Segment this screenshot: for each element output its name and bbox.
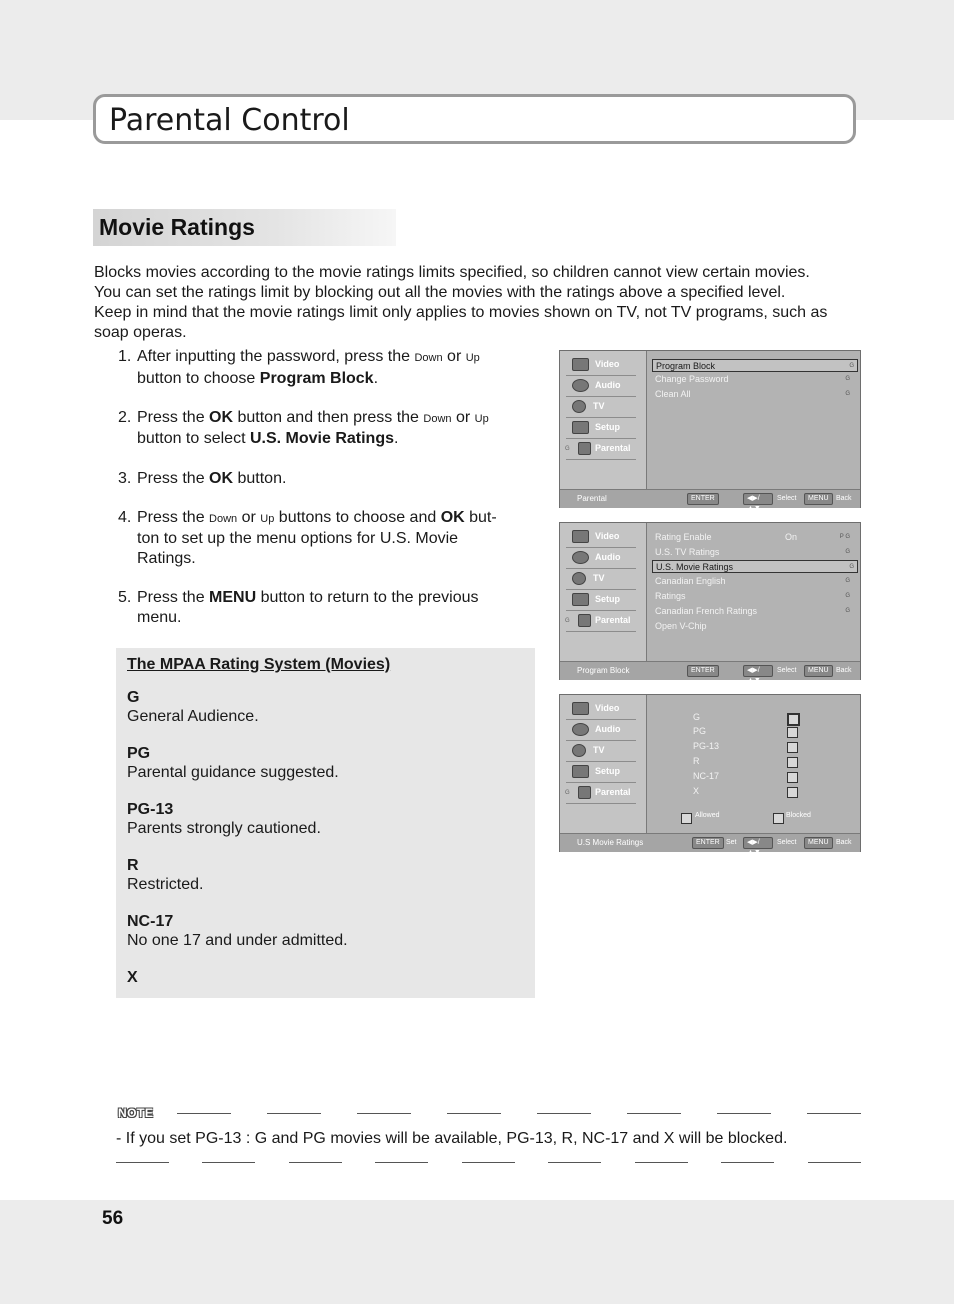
note-divider bbox=[202, 1162, 255, 1163]
rating-code: R bbox=[127, 857, 139, 874]
side-mark: G bbox=[565, 790, 570, 796]
step-text: menu. bbox=[137, 608, 182, 626]
rating-label: NC-17 bbox=[693, 771, 720, 781]
step-text: button. bbox=[233, 469, 287, 487]
menu-button[interactable]: MENU bbox=[804, 837, 833, 849]
rating-checkbox[interactable] bbox=[787, 742, 798, 753]
menu-row-program-block[interactable] bbox=[652, 359, 858, 372]
note-divider bbox=[177, 1113, 231, 1114]
blocked-lock-icon bbox=[773, 813, 784, 824]
tv-menu-parental[interactable] bbox=[566, 611, 636, 632]
menu-row-ratings[interactable] bbox=[655, 590, 853, 603]
tv-status-bar bbox=[560, 833, 860, 856]
note-divider bbox=[721, 1162, 774, 1163]
up-key: Up bbox=[465, 352, 480, 364]
menu-row-us-tv-ratings[interactable] bbox=[655, 546, 853, 559]
step-text: . bbox=[373, 369, 379, 387]
section-heading bbox=[93, 209, 396, 246]
mpaa-rating-box bbox=[116, 648, 535, 998]
rating-label: PG bbox=[693, 726, 707, 736]
rating-label: G bbox=[693, 712, 701, 722]
tv-menu-tv[interactable] bbox=[566, 569, 636, 590]
menu-button[interactable]: MENU bbox=[804, 665, 833, 677]
rating-row-x[interactable] bbox=[693, 786, 833, 800]
rating-checkbox[interactable] bbox=[787, 772, 798, 783]
menu-key: MENU bbox=[209, 589, 257, 607]
row-label: Ratings bbox=[655, 591, 686, 601]
menu-row-rating-enable[interactable] bbox=[655, 531, 853, 544]
menu-label: Parental bbox=[595, 443, 631, 453]
rating-entry bbox=[127, 912, 348, 950]
step-text: ton to set up the menu options for U.S. Movie bbox=[137, 530, 459, 548]
bar-title: U.S Movie Ratings bbox=[577, 838, 644, 847]
note-divider bbox=[357, 1113, 411, 1114]
rating-checkbox[interactable] bbox=[787, 757, 798, 768]
nav-arrows-icon: ◀▶/▲▼ bbox=[743, 493, 773, 505]
intro-line: Keep in mind that the movie ratings limit only applies to movies shown on TV, not TV programs, such as soap operas. bbox=[94, 304, 828, 341]
step-text: Press the bbox=[137, 469, 210, 487]
row-label: Change Password bbox=[655, 374, 729, 384]
menu-label: Parental bbox=[595, 615, 631, 625]
page-title-box bbox=[93, 94, 856, 144]
menu-label: Setup bbox=[595, 594, 621, 604]
rating-row-g[interactable] bbox=[693, 712, 833, 726]
note-divider bbox=[462, 1162, 515, 1163]
menu-label: Video bbox=[595, 531, 620, 541]
rating-label: R bbox=[693, 756, 700, 766]
step-number: 3. bbox=[118, 469, 132, 487]
rating-entry bbox=[127, 856, 203, 894]
intro-line: Blocks movies according to the movie ratings limits specified, so children cannot view certain movies. bbox=[94, 264, 810, 281]
select-label: Select bbox=[777, 495, 797, 502]
menu-label: Setup bbox=[595, 766, 621, 776]
mpaa-heading: The MPAA Rating System (Movies) bbox=[127, 656, 391, 673]
nav-arrows-icon: ◀▶/▲▼ bbox=[743, 837, 773, 849]
step-5 bbox=[118, 588, 523, 627]
rating-desc: No one 17 and under admitted. bbox=[127, 932, 348, 949]
step-text: button and then press the bbox=[233, 408, 424, 426]
tv-menu-setup[interactable] bbox=[566, 418, 636, 439]
intro-text bbox=[94, 263, 864, 343]
rating-row-pg13[interactable] bbox=[693, 741, 833, 755]
step-bold: Program Block bbox=[259, 369, 374, 387]
menu-button[interactable]: MENU bbox=[804, 493, 833, 505]
note-divider bbox=[548, 1162, 601, 1163]
select-label: Select bbox=[777, 839, 797, 846]
rating-label: PG-13 bbox=[693, 741, 720, 751]
row-label: U.S. Movie Ratings bbox=[656, 562, 734, 572]
menu-label: Audio bbox=[595, 552, 621, 562]
menu-row-clean-all[interactable] bbox=[655, 388, 853, 401]
side-mark: G bbox=[565, 446, 570, 452]
row-label: Clean All bbox=[655, 389, 691, 399]
tv-menu-audio[interactable] bbox=[566, 548, 636, 569]
step-text: or bbox=[451, 408, 475, 426]
tv-screen-parental bbox=[559, 350, 861, 512]
row-tag: P G bbox=[839, 534, 850, 540]
tv-content bbox=[647, 523, 860, 661]
note-divider bbox=[627, 1113, 681, 1114]
note-divider bbox=[375, 1162, 428, 1163]
row-tag: G bbox=[845, 391, 850, 397]
note-divider bbox=[447, 1113, 501, 1114]
note-divider bbox=[267, 1113, 321, 1114]
rating-checkbox[interactable] bbox=[787, 713, 800, 726]
row-tag: G bbox=[845, 593, 850, 599]
note-divider bbox=[116, 1162, 169, 1163]
legend-allowed: Allowed bbox=[695, 812, 720, 819]
rating-entry bbox=[127, 744, 339, 782]
step-text: buttons to choose and bbox=[274, 508, 441, 526]
tv-side-menu bbox=[560, 351, 647, 489]
nav-arrows-icon: ◀▶/▲▼ bbox=[743, 665, 773, 677]
video-icon bbox=[572, 358, 589, 371]
ok-key: OK bbox=[209, 408, 234, 426]
menu-label: Video bbox=[595, 703, 620, 713]
row-tag: G bbox=[845, 549, 850, 555]
enter-button[interactable]: ENTER bbox=[687, 493, 719, 505]
step-text: Press the bbox=[137, 408, 210, 426]
rating-entry bbox=[127, 968, 138, 987]
row-tag: G bbox=[845, 376, 850, 382]
rating-row-r[interactable] bbox=[693, 756, 833, 770]
setup-icon bbox=[572, 421, 589, 434]
tv-menu-video[interactable] bbox=[566, 355, 636, 376]
rating-label: X bbox=[693, 786, 700, 796]
ok-key: OK bbox=[209, 469, 234, 487]
video-icon bbox=[572, 530, 589, 543]
tv-screen-program-block bbox=[559, 522, 861, 684]
row-tag: G bbox=[845, 578, 850, 584]
lock-icon bbox=[578, 614, 591, 627]
enter-button[interactable]: ENTER bbox=[692, 837, 724, 849]
note-divider bbox=[807, 1113, 861, 1114]
section-title: Movie Ratings bbox=[99, 214, 255, 240]
setup-icon bbox=[572, 593, 589, 606]
row-label: Rating Enable bbox=[655, 532, 712, 542]
rating-code: X bbox=[127, 969, 138, 986]
row-tag: G bbox=[845, 608, 850, 614]
step-number: 1. bbox=[118, 348, 132, 365]
legend-blocked: Blocked bbox=[786, 812, 811, 819]
set-label: Set bbox=[726, 839, 737, 846]
rating-row-nc17[interactable] bbox=[693, 771, 833, 785]
rating-code: G bbox=[127, 689, 140, 706]
select-label: Select bbox=[777, 667, 797, 674]
note-divider bbox=[289, 1162, 342, 1163]
menu-row-canadian-french-ratings[interactable] bbox=[655, 605, 853, 618]
tv-status-bar bbox=[560, 489, 860, 512]
row-value: On bbox=[785, 532, 798, 542]
back-label: Back bbox=[836, 667, 852, 674]
intro-line: You can set the ratings limit by blocking out all the movies with the ratings above a specified level. bbox=[94, 284, 786, 301]
down-key: Down bbox=[414, 352, 443, 364]
step-3 bbox=[118, 469, 523, 489]
menu-label: TV bbox=[593, 745, 605, 755]
steps-list bbox=[118, 347, 523, 647]
menu-row-canadian-english[interactable] bbox=[655, 575, 853, 588]
row-tag: G bbox=[849, 564, 854, 570]
step-text: or bbox=[237, 508, 261, 526]
rating-entry bbox=[127, 800, 321, 838]
step-2 bbox=[118, 408, 523, 449]
step-1 bbox=[118, 347, 523, 388]
note-divider bbox=[635, 1162, 688, 1163]
rating-code: PG bbox=[127, 745, 151, 762]
tv-status-bar bbox=[560, 661, 860, 684]
rating-desc: Parental guidance suggested. bbox=[127, 764, 339, 781]
tv-menu-tv[interactable] bbox=[566, 397, 636, 418]
down-key: Down bbox=[209, 512, 238, 525]
row-label: Open V-Chip bbox=[655, 621, 707, 631]
tv-menu-setup[interactable] bbox=[566, 590, 636, 611]
bar-title: Program Block bbox=[577, 666, 630, 675]
rating-desc: Parents strongly cautioned. bbox=[127, 820, 321, 837]
step-text: button to choose bbox=[137, 369, 260, 387]
step-bold: U.S. Movie Ratings bbox=[249, 430, 394, 448]
audio-icon bbox=[572, 551, 589, 564]
tv-content bbox=[647, 351, 860, 489]
step-text: but- bbox=[464, 508, 497, 526]
back-label: Back bbox=[836, 495, 852, 502]
rating-desc: Restricted. bbox=[127, 876, 204, 893]
footer-band bbox=[0, 1200, 954, 1304]
rating-desc: General Audience. bbox=[127, 708, 259, 725]
rating-checkbox[interactable] bbox=[787, 787, 798, 798]
bar-title: Parental bbox=[577, 494, 607, 503]
step-number: 4. bbox=[118, 508, 132, 526]
menu-row-us-movie-ratings[interactable] bbox=[652, 560, 858, 573]
page-number: 56 bbox=[102, 1208, 124, 1229]
note-label: NOTE bbox=[118, 1106, 154, 1120]
down-key: Down bbox=[423, 412, 452, 425]
step-text: After inputting the password, press the bbox=[137, 348, 415, 365]
row-label: U.S. TV Ratings bbox=[655, 547, 720, 557]
step-text: . bbox=[394, 430, 399, 448]
menu-label: Audio bbox=[595, 380, 621, 390]
row-label: Canadian English bbox=[655, 576, 726, 586]
page-title: Parental Control bbox=[109, 103, 350, 138]
up-key: Up bbox=[474, 412, 489, 425]
rating-checkbox[interactable] bbox=[787, 727, 798, 738]
row-label: Program Block bbox=[656, 361, 716, 371]
note-divider bbox=[717, 1113, 771, 1114]
rating-code: PG-13 bbox=[127, 801, 174, 818]
rating-row-pg[interactable] bbox=[693, 726, 833, 740]
menu-label: Audio bbox=[595, 724, 621, 734]
tv-reel-icon bbox=[572, 572, 586, 585]
step-text: or bbox=[442, 348, 466, 365]
tv-screen-us-movie-ratings bbox=[559, 694, 861, 856]
menu-label: Setup bbox=[595, 422, 621, 432]
row-tag: G bbox=[849, 363, 854, 369]
menu-label: Parental bbox=[595, 787, 631, 797]
allowed-box-icon bbox=[681, 813, 692, 824]
menu-row-change-password[interactable] bbox=[655, 373, 853, 386]
back-label: Back bbox=[836, 839, 852, 846]
step-text: button to return to the previous bbox=[256, 589, 479, 607]
step-number: 5. bbox=[118, 589, 132, 607]
rating-code: NC-17 bbox=[127, 913, 174, 930]
step-4 bbox=[118, 508, 523, 569]
enter-button[interactable]: ENTER bbox=[687, 665, 719, 677]
step-text: Press the bbox=[137, 508, 210, 526]
row-label: Canadian French Ratings bbox=[655, 606, 758, 616]
step-number: 2. bbox=[118, 408, 132, 426]
tv-menu-parental[interactable] bbox=[566, 439, 636, 460]
note-text: - If you set PG-13 : G and PG movies will be available, PG-13, R, NC-17 and X will be blocked. bbox=[116, 1130, 788, 1147]
step-text: button to select bbox=[137, 430, 250, 448]
menu-row-open-v-chip[interactable] bbox=[655, 620, 853, 633]
up-key: Up bbox=[260, 512, 275, 525]
tv-menu-audio[interactable] bbox=[566, 376, 636, 397]
side-mark: G bbox=[565, 618, 570, 624]
menu-label: TV bbox=[593, 573, 605, 583]
tv-reel-icon bbox=[572, 400, 586, 413]
rating-entry bbox=[127, 688, 259, 726]
tv-menu-video[interactable] bbox=[566, 527, 636, 548]
tv-content bbox=[560, 695, 860, 833]
step-text: Press the bbox=[137, 589, 210, 607]
menu-label: TV bbox=[593, 401, 605, 411]
audio-icon bbox=[572, 379, 589, 392]
note-divider bbox=[808, 1162, 861, 1163]
step-text: Ratings. bbox=[137, 549, 196, 567]
menu-label: Video bbox=[595, 359, 620, 369]
lock-icon bbox=[578, 442, 591, 455]
tv-side-menu bbox=[560, 523, 647, 661]
note-divider bbox=[537, 1113, 591, 1114]
ok-key: OK bbox=[440, 508, 465, 526]
